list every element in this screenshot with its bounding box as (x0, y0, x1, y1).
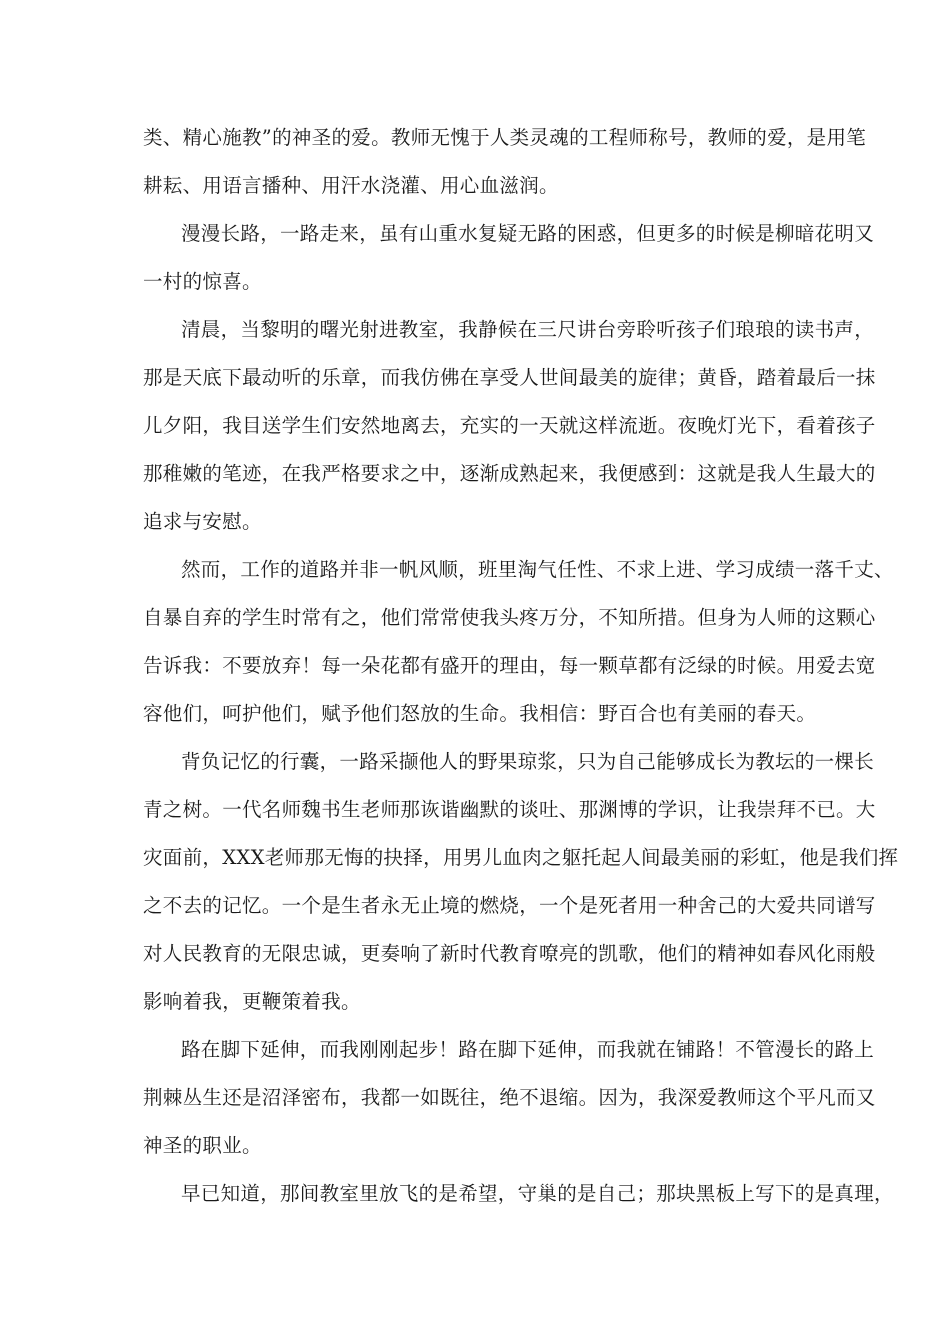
text-line: 耕耘、用语言播种、用汗水浇灌、用心血滋润。 (143, 174, 559, 197)
text-line: 青之树。一代名师魏书生老师那诙谐幽默的谈吐、那渊博的学识，让我崇拜不已。大 (143, 798, 876, 821)
text-line: 之不去的记忆。一个是生者永无止境的燃烧，一个是死者用一种舍己的大爱共同谱写 (143, 894, 876, 917)
text-line: 一村的惊喜。 (143, 270, 262, 293)
text-line: 背负记忆的行囊，一路采撷他人的野果琼浆，只为自己能够成长为教坛的一棵长 (181, 750, 875, 773)
text-line: 儿夕阳，我目送学生们安然地离去，充实的一天就这样流逝。夜晚灯光下，看着孩子 (143, 414, 876, 437)
text-line: 类、精心施教”的神圣的爱。教师无愧于人类灵魂的工程师称号，教师的爱，是用笔 (143, 126, 867, 149)
text-line: 荆棘丛生还是沼泽密布，我都一如既往，绝不退缩。因为，我深爱教师这个平凡而又 (143, 1086, 876, 1109)
text-line: 追求与安慰。 (143, 510, 262, 533)
text-line: 漫漫长路，一路走来，虽有山重水复疑无路的困惑，但更多的时候是柳暗花明又 (181, 222, 875, 245)
text-line: 自暴自弃的学生时常有之，他们常常使我头疼万分，不知所措。但身为人师的这颗心 (143, 606, 876, 629)
text-line: 清晨，当黎明的曙光射进教室，我静候在三尺讲台旁聆听孩子们琅琅的读书声， (181, 318, 875, 341)
text-line: 那稚嫩的笔迹，在我严格要求之中，逐渐成熟起来，我便感到：这就是我人生最大的 (143, 462, 876, 485)
text-line: 容他们，呵护他们，赋予他们怒放的生命。我相信：野百合也有美丽的春天。 (143, 702, 817, 725)
text-line: 那是天底下最动听的乐章，而我仿佛在享受人世间最美的旋律；黄昏，踏着最后一抹 (143, 366, 876, 389)
text-line: 对人民教育的无限忠诚，更奏响了新时代教育嘹亮的凯歌，他们的精神如春风化雨般 (143, 942, 876, 965)
text-line: 路在脚下延伸，而我刚刚起步！路在脚下延伸，而我就在铺路！不管漫长的路上 (181, 1038, 875, 1061)
text-line: 影响着我，更鞭策着我。 (143, 990, 361, 1013)
text-line: 灾面前，XXX老师那无悔的抉择，用男儿血肉之躯托起人间最美丽的彩虹，他是我们挥 (143, 846, 899, 869)
text-line: 早已知道，那间教室里放飞的是希望，守巢的是自己；那块黑板上写下的是真理， (181, 1182, 894, 1205)
text-line: 神圣的职业。 (143, 1134, 262, 1157)
text-line: 然而，工作的道路并非一帆风顺，班里淘气任性、不求上进、学习成绩一落千丈、 (181, 558, 894, 581)
text-line: 告诉我：不要放弃！每一朵花都有盛开的理由，每一颗草都有泛绿的时候。用爱去宽 (143, 654, 876, 677)
